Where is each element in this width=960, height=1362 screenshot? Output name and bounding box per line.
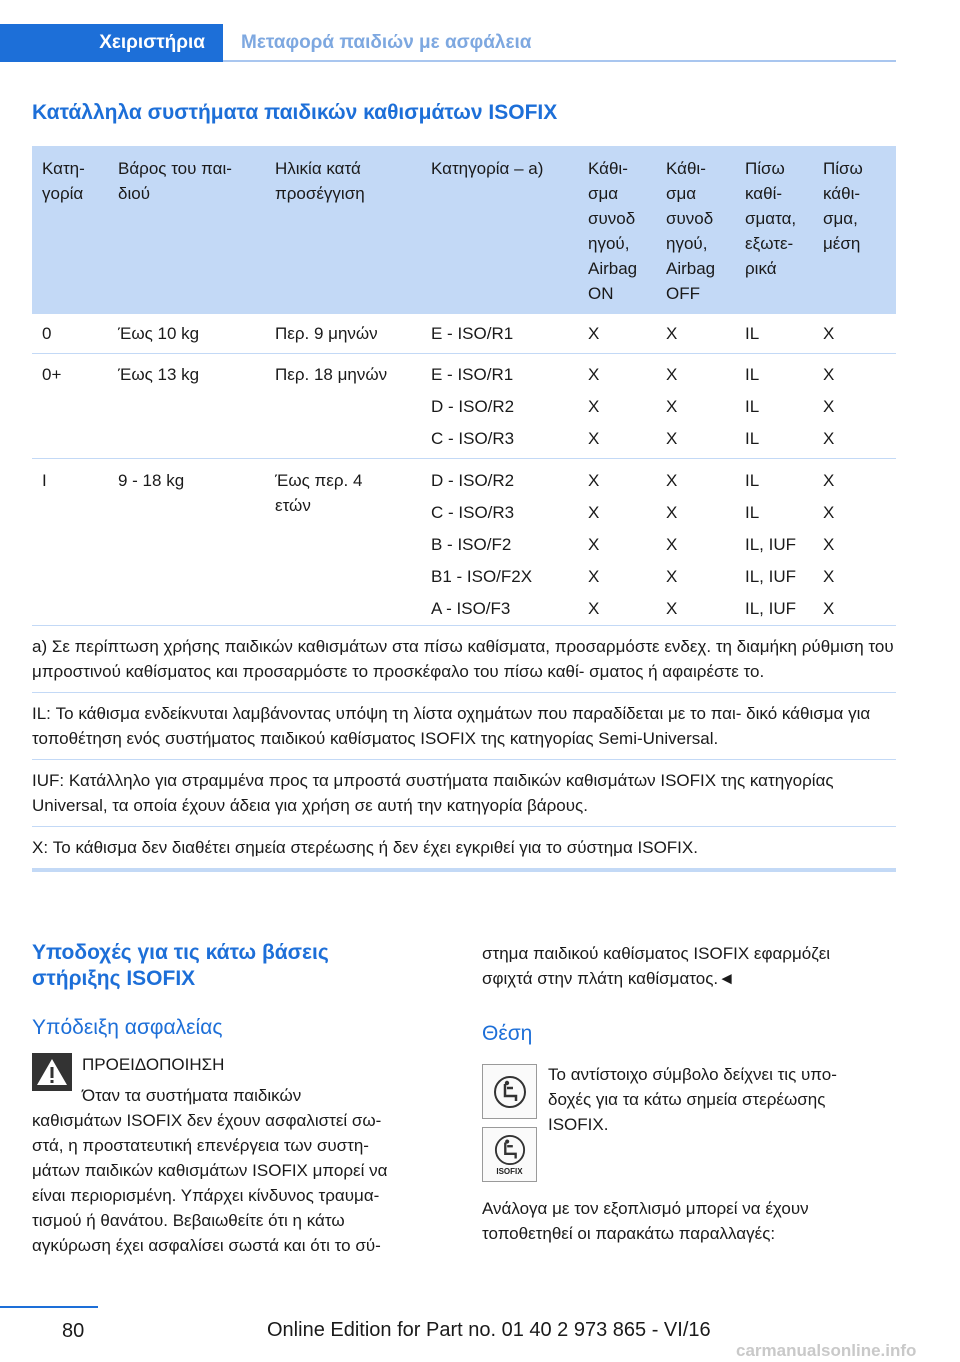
cell-airbag-on: X: [588, 471, 600, 490]
cell-weight: Έως 13 kg: [118, 365, 200, 384]
cell-airbag-off: X: [666, 535, 678, 554]
warning-text-line: αγκύρωση έχει ασφαλίσει σωστά και ότι το σύ-: [32, 1236, 381, 1255]
isofix-icon-label: ISOFIX: [496, 1166, 523, 1176]
th-class: Κατηγορία – a): [431, 159, 544, 178]
isofix-heading-line2: στήριξης ISOFIX: [32, 967, 196, 990]
cell-rear-middle: X: [823, 397, 835, 416]
cell-rear-outer: IL: [745, 471, 760, 490]
header-tab-controls[interactable]: Χειριστήρια: [0, 24, 223, 62]
warning-title: ΠΡΟΕΙΔΟΠΟΙΗΣΗ: [82, 1055, 225, 1074]
cell-age: Περ. 9 μηνών: [275, 324, 378, 343]
warning-text-line: τισμού ή θανάτου. Βεβαιωθείτε ότι η κάτω: [32, 1211, 345, 1230]
cell-age: Περ. 18 μηνών: [275, 365, 388, 384]
cell-class: C - ISO/R3: [431, 429, 515, 448]
warning-text-line: Όταν τα συστήματα παιδικών: [82, 1086, 302, 1105]
cell-rear-middle: X: [823, 429, 835, 448]
cell-weight: 9 - 18 kg: [118, 471, 185, 490]
variants-text-line2: τοποθετηθεί οι παρακάτω παραλλαγές:: [482, 1224, 776, 1243]
cell-rear-middle: X: [823, 503, 835, 522]
table-row: [32, 314, 896, 354]
watermark: carmanualsonline.info: [736, 1341, 917, 1360]
cell-age-line2: ετών: [275, 496, 311, 515]
isofix-seat-icon: [482, 1127, 537, 1182]
cell-airbag-on: X: [588, 599, 600, 618]
cell-rear-middle: X: [823, 535, 835, 554]
cell-rear-outer: IL, IUF: [745, 535, 797, 554]
cell-class: E - ISO/R1: [431, 365, 514, 384]
table-note-x: X: Το κάθισμα δεν διαθέτει σημεία στερέωσης ή δεν έχει εγκριθεί για το σύστημα ISOFIX.: [32, 838, 698, 857]
position-heading: Θέση: [482, 1022, 533, 1045]
cell-rear-outer: IL: [745, 397, 760, 416]
cell-airbag-off: X: [666, 365, 678, 384]
cell-airbag-on: X: [588, 397, 600, 416]
cell-class: B1 - ISO/F2X: [431, 567, 533, 586]
cell-rear-outer: IL: [745, 503, 760, 522]
warning-text-line: στά, η προστατευτική επενέργεια των συστη-: [32, 1136, 369, 1155]
cell-airbag-on: X: [588, 535, 600, 554]
th-age: Ηλικία κατά προσέγγιση: [275, 159, 365, 203]
cell-airbag-on: X: [588, 503, 600, 522]
table-note-il: IL: Το κάθισμα ενδείκνυται λαμβάνοντας υπόψη τη λίστα οχημάτων που παραδίδεται με το παι- δικό κάθισμα για τοποθέτηση ενός συστήματος παιδικού καθίσματος ISOFIX της κατηγορίας Semi-Universal.: [32, 693, 896, 760]
cell-airbag-on: X: [588, 567, 600, 586]
cell-airbag-off: X: [666, 429, 678, 448]
table-note-iuf: IUF: Κατάλληλο για στραμμένα προς τα μπροστά συστήματα παιδικών καθισμάτων ISOFIX της κατηγορίας Universal, τα οποία έχουν άδεια για χρήση σε αυτή την κατηγορία βάρους.: [32, 760, 896, 827]
cell-rear-outer: IL, IUF: [745, 567, 797, 586]
header-tab-child-safety[interactable]: Μεταφορά παιδιών με ασφάλεια: [241, 32, 532, 53]
cell-age-line1: Έως περ. 4: [275, 471, 363, 490]
cell-class: A - ISO/F3: [431, 599, 511, 618]
cell-rear-outer: IL: [745, 324, 760, 343]
isofix-table: [32, 146, 896, 872]
cell-airbag-on: X: [588, 365, 600, 384]
cell-class: D - ISO/R2: [431, 471, 515, 490]
th-passenger-airbag-on: Κάθι- σμα συνοδ ηγού, Airbag ON: [588, 159, 638, 303]
cell-category: I: [42, 471, 47, 490]
cell-airbag-off: X: [666, 471, 678, 490]
cell-rear-middle: X: [823, 471, 835, 490]
cell-class: B - ISO/F2: [431, 535, 512, 554]
cell-class: E - ISO/R1: [431, 324, 514, 343]
table-row: [32, 459, 896, 626]
cell-airbag-off: X: [666, 397, 678, 416]
icon-description-line: Το αντίστοιχο σύμβολο δείχνει τις υπο-: [548, 1065, 837, 1084]
cell-class: D - ISO/R2: [431, 397, 515, 416]
table-header: [32, 146, 896, 314]
warning-text-line: είναι περιορισμένη. Υπάρχει κίνδυνος τραυμα-: [32, 1186, 380, 1205]
footer-edition: Online Edition for Part no. 01 40 2 973 865 - VI/16: [267, 1319, 711, 1341]
cell-rear-outer: IL: [745, 429, 760, 448]
icon-description-line: δοχές για τα κάτω σημεία στερέωσης: [548, 1090, 826, 1109]
cell-airbag-on: X: [588, 324, 600, 343]
cell-airbag-off: X: [666, 503, 678, 522]
safety-subheading: Υπόδειξη ασφαλείας: [32, 1016, 223, 1039]
cell-rear-middle: X: [823, 599, 835, 618]
cell-airbag-on: X: [588, 429, 600, 448]
warning-icon: [32, 1053, 72, 1096]
th-passenger-airbag-off: Κάθι- σμα συνοδ ηγού, Airbag OFF: [666, 159, 716, 303]
header-divider: [223, 60, 896, 62]
cell-rear-middle: X: [823, 567, 835, 586]
cell-rear-outer: IL, IUF: [745, 599, 797, 618]
table-bottom-rule: [32, 868, 896, 872]
th-weight: Βάρος του παι- διού: [118, 159, 232, 203]
cell-airbag-off: X: [666, 599, 678, 618]
footer-rule: [0, 1306, 98, 1308]
cell-class: C - ISO/R3: [431, 503, 515, 522]
variants-text-line1: Ανάλογα με τον εξοπλισμό μπορεί να έχουν: [482, 1199, 809, 1218]
cell-rear-middle: X: [823, 324, 835, 343]
cell-category: 0+: [42, 365, 62, 384]
section-title: Κατάλληλα συστήματα παιδικών καθισμάτων ISOFIX: [32, 101, 558, 124]
table-note-a: a) Σε περίπτωση χρήσης παιδικών καθισμάτων στα πίσω καθίσματα, προσαρμόστε ενδεχ. τη διαμήκη ρύθμιση του μπροστινού καθίσματος και προσαρμόστε το προσκέφαλο του πίσω καθί- σματος ή αφαιρέστε το.: [32, 626, 896, 693]
table-row: [32, 354, 896, 459]
page-number: 80: [62, 1320, 85, 1342]
warning-text-line: καθισμάτων ISOFIX δεν έχουν ασφαλιστεί σω-: [32, 1111, 382, 1130]
child-seat-anchor-icon: [482, 1064, 537, 1119]
cell-category: 0: [42, 324, 52, 343]
continued-text-line1: στημα παιδικού καθίσματος ISOFIX εφαρμόζει: [482, 944, 831, 963]
icon-description-line: ISOFIX.: [548, 1115, 609, 1134]
cell-rear-middle: X: [823, 365, 835, 384]
cell-airbag-off: X: [666, 567, 678, 586]
cell-weight: Έως 10 kg: [118, 324, 200, 343]
th-category: Κατη- γορία: [42, 159, 85, 203]
warning-text-line: μάτων παιδικών καθισμάτων ISOFIX μπορεί να: [32, 1161, 388, 1180]
th-rear-outer: Πίσω καθί- σματα, εξωτε- ρικά: [745, 159, 797, 278]
isofix-heading-line1: Υποδοχές για τις κάτω βάσεις: [32, 941, 329, 964]
cell-airbag-off: X: [666, 324, 678, 343]
continued-text-line2: σφιχτά στην πλάτη καθίσματος.◄: [482, 969, 735, 988]
cell-rear-outer: IL: [745, 365, 760, 384]
th-rear-middle: Πίσω κάθι- σμα, μέση: [823, 159, 863, 253]
